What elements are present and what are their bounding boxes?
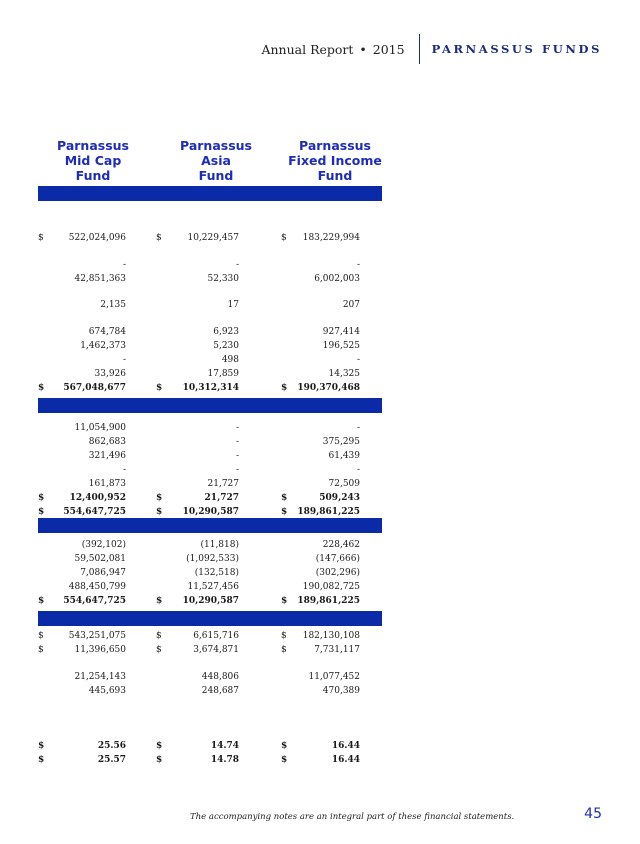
dollar-sign: $ [38,645,44,655]
dollar-sign: $ [38,755,45,765]
table-row [38,233,382,247]
dollar-sign: $ [156,596,163,606]
table-row [38,465,382,479]
table-row [38,437,382,451]
table-cell: 6,002,003 [314,274,360,284]
table-cell: 6,923 [213,327,239,337]
table-row [38,631,382,645]
table-cell: 52,330 [207,274,239,284]
table-cell: 16.44 [331,741,360,751]
table-row [38,300,382,314]
column-headers [38,138,382,186]
table-row [38,686,382,700]
table-row [38,341,382,355]
table-row [38,327,382,341]
dollar-sign: $ [156,741,163,751]
table-cell: 3,674,871 [193,645,239,655]
table-cell: (302,296) [315,568,360,578]
table-cell: 14,325 [328,369,360,379]
table-cell: 14.78 [210,755,239,765]
table-cell: 196,525 [322,341,360,351]
dollar-sign: $ [281,233,287,243]
table-cell: 11,527,456 [187,582,239,592]
table-cell: 11,054,900 [74,423,126,433]
footer-note: The accompanying notes are an integral part of these financial statements. [190,812,515,822]
table-cell: 189,861,225 [297,596,360,606]
table-cell: (132,518) [194,568,239,578]
column-header-line: Fund [75,168,111,183]
dollar-sign: $ [38,596,45,606]
column-header-mid-cap [38,138,148,183]
section-band [38,611,382,626]
table-cell: - [122,355,126,365]
page-header [261,34,602,64]
section-band [38,186,382,201]
table-row [38,645,382,659]
table-cell: 488,450,799 [68,582,126,592]
dollar-sign: $ [281,631,287,641]
table-cell: 498 [221,355,239,365]
table-cell: - [235,260,239,270]
table-cell: 10,312,314 [182,383,239,393]
table-cell: 42,851,363 [74,274,126,284]
table-cell: 470,389 [322,686,360,696]
table-row [38,493,382,507]
table-cell: 14.74 [210,741,239,751]
table-row [38,369,382,383]
table-cell: 375,295 [322,437,360,447]
table-row [38,554,382,568]
dollar-sign: $ [156,507,163,517]
table-cell: 190,370,468 [297,383,360,393]
dollar-sign: $ [281,383,288,393]
table-cell: 927,414 [322,327,360,337]
table-cell: 7,086,947 [80,568,126,578]
table-cell: - [122,465,126,475]
table-cell: 25.56 [97,741,126,751]
dollar-sign: $ [281,507,288,517]
dollar-sign: $ [281,741,288,751]
table-cell: 33,926 [94,369,126,379]
table-cell: 2,135 [100,300,126,310]
table-row [38,423,382,437]
table-cell: 182,130,108 [302,631,360,641]
table-cell: 12,400,952 [69,493,126,503]
table-cell: (392,102) [81,540,126,550]
table-cell: 445,693 [88,686,126,696]
table-row [38,451,382,465]
table-cell: 190,082,725 [302,582,360,592]
table-cell: 183,229,994 [302,233,360,243]
table-cell: 59,502,081 [74,554,126,564]
table-row [38,274,382,288]
table-cell: 5,230 [213,341,239,351]
column-header-line: Parnassus [299,138,371,153]
dollar-sign: $ [281,645,287,655]
table-cell: 21,727 [204,493,239,503]
table-cell: 10,290,587 [182,507,239,517]
table-cell: 862,683 [88,437,126,447]
table-row [38,540,382,554]
report-title: Annual Report [261,41,354,57]
table-cell: 674,784 [88,327,126,337]
table-cell: 448,806 [201,672,239,682]
dollar-sign: $ [38,383,45,393]
table-cell: - [235,437,239,447]
table-cell: 7,731,117 [314,645,360,655]
column-header-line: Parnassus [57,138,129,153]
dollar-sign: $ [156,493,163,503]
table-cell: - [356,355,360,365]
table-cell: 61,439 [328,451,360,461]
table-cell: 161,873 [88,479,126,489]
table-cell: 25.57 [97,755,126,765]
page-number: 45 [584,806,602,822]
table-row [38,568,382,582]
table-cell: 17 [227,300,239,310]
table-cell: 10,229,457 [187,233,239,243]
dollar-sign: $ [38,741,45,751]
table-cell: 554,647,725 [63,596,126,606]
dollar-sign: $ [38,507,45,517]
table-cell: 17,859 [207,369,239,379]
dollar-sign: $ [281,596,288,606]
table-cell: 72,509 [328,479,360,489]
dollar-sign: $ [38,493,45,503]
column-header-line: Fund [198,168,234,183]
table-cell: - [356,260,360,270]
table-cell: - [235,465,239,475]
column-header-line: Mid Cap [64,153,122,168]
table-row [38,755,382,769]
table-cell: 321,496 [88,451,126,461]
table-cell: 228,462 [322,540,360,550]
table-cell: 509,243 [319,493,360,503]
dollar-sign: $ [281,755,288,765]
table-row [38,507,382,521]
table-cell: 10,290,587 [182,596,239,606]
table-cell: 11,077,452 [308,672,360,682]
table-row [38,383,382,397]
dollar-sign: $ [156,645,162,655]
column-header-line: Asia [201,153,231,168]
table-row [38,355,382,369]
table-cell: - [356,465,360,475]
dollar-sign: $ [156,631,162,641]
dollar-sign: $ [38,233,44,243]
brand-name: PARNASSUS FUNDS [431,42,602,56]
dollar-sign: $ [156,755,163,765]
table-cell: 543,251,075 [68,631,126,641]
table-cell: - [356,423,360,433]
dollar-sign: $ [156,383,163,393]
column-header-fixed-income [280,138,390,183]
column-header-line: Fixed Income [288,153,382,168]
table-row [38,479,382,493]
column-header-line: Parnassus [180,138,252,153]
dollar-sign: $ [38,631,44,641]
table-cell: 207 [342,300,360,310]
table-row [38,741,382,755]
table-cell: 11,396,650 [74,645,126,655]
table-cell: 21,727 [207,479,239,489]
table-cell: - [122,260,126,270]
table-row [38,582,382,596]
column-header-line: Fund [317,168,353,183]
header-divider [419,34,420,64]
report-year: 2015 [372,41,405,57]
table-cell: 6,615,716 [193,631,239,641]
table-cell: - [235,451,239,461]
column-header-asia [161,138,271,183]
dollar-sign: $ [156,233,162,243]
table-cell: 522,024,096 [68,233,126,243]
table-cell: (147,666) [315,554,360,564]
section-band [38,398,382,413]
table-cell: 1,462,373 [80,341,126,351]
dollar-sign: $ [281,493,288,503]
table-row [38,672,382,686]
table-cell: - [235,423,239,433]
table-cell: 248,687 [201,686,239,696]
header-bullet: • [359,41,367,57]
table-cell: 567,048,677 [63,383,126,393]
table-cell: 554,647,725 [63,507,126,517]
table-cell: 189,861,225 [297,507,360,517]
table-cell: (11,818) [200,540,239,550]
table-row [38,260,382,274]
table-cell: 21,254,143 [74,672,126,682]
table-cell: (1,092,533) [186,554,239,564]
table-row [38,596,382,610]
table-cell: 16.44 [331,755,360,765]
